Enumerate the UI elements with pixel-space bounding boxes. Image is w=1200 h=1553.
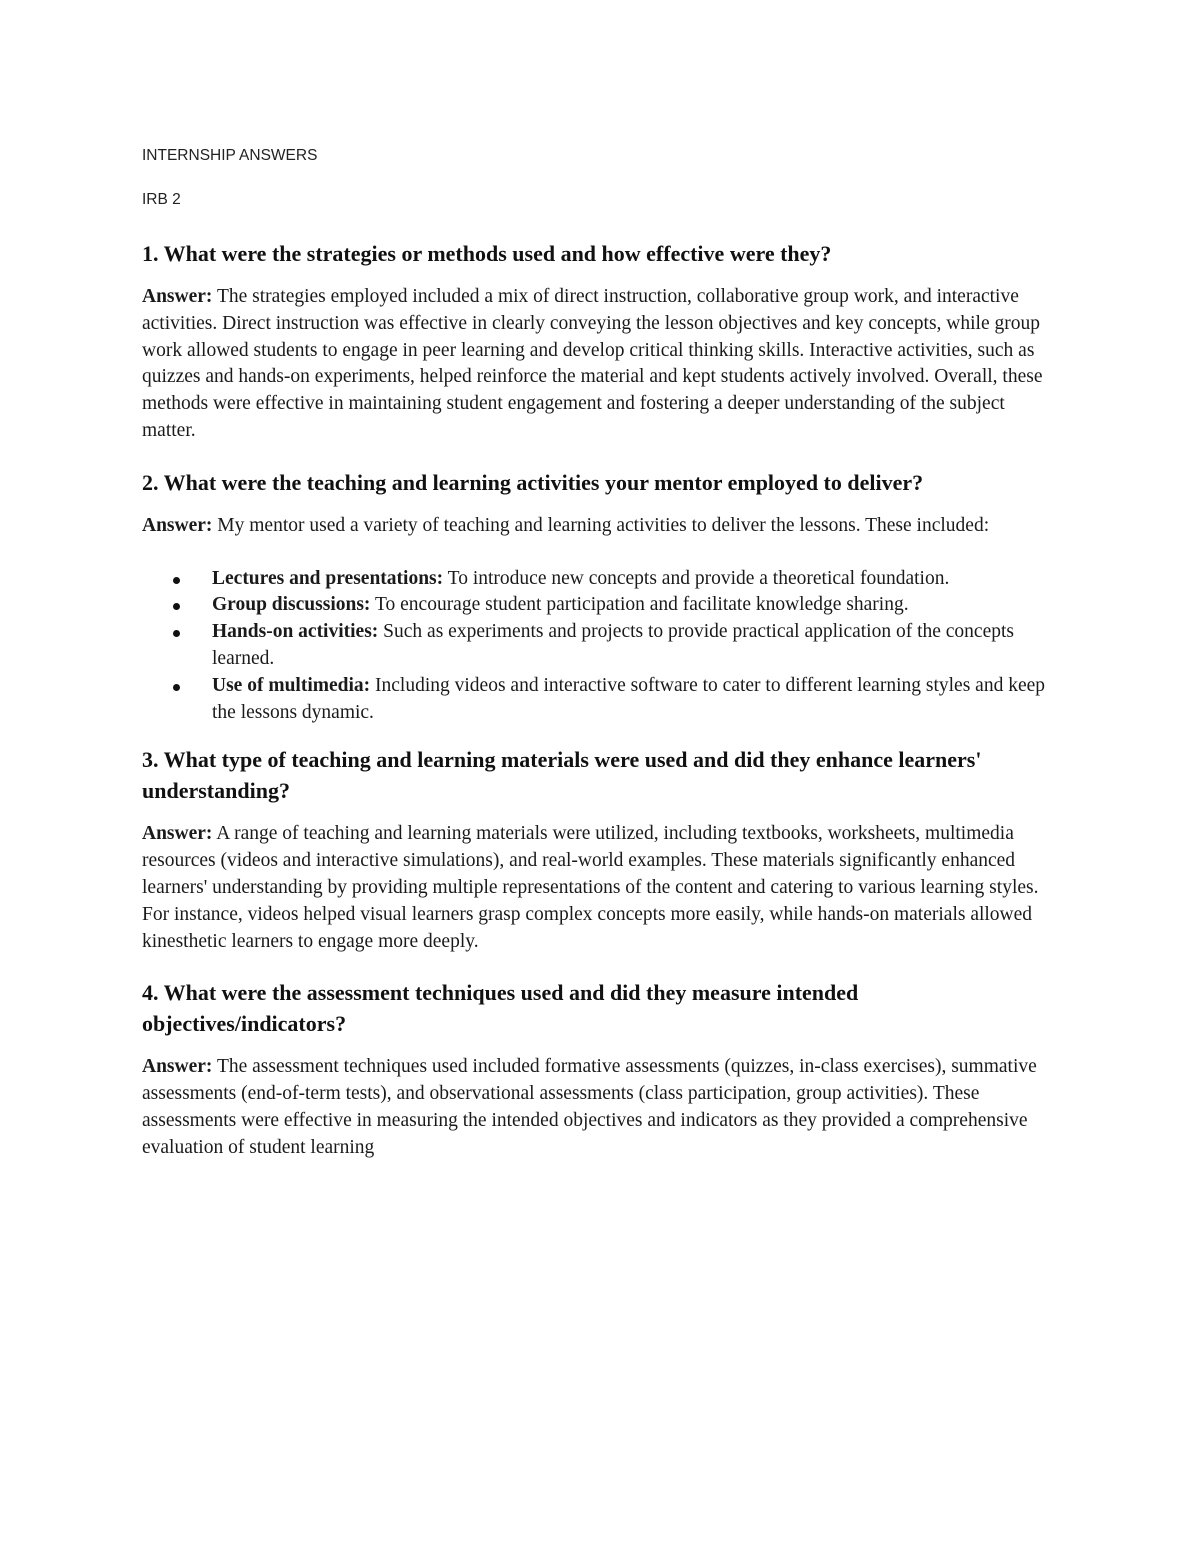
question-2: 2. What were the teaching and learning activities your mentor employed to deliver? xyxy=(142,469,924,495)
bullet-icon xyxy=(173,630,180,637)
answer-3 xyxy=(142,821,1062,955)
section-3 xyxy=(142,744,1062,955)
answer-1-text: The strategies employed included a mix of direct instruction, collaborative group work, and interactive activities. Direct instruction was effective in clearly conveying the lesson objectives and key concepts, while group work allowed students to engage in peer learning and develop critical thinking skills. Interactive activities, such as quizzes and hands-on experiments, helped reinforce the material and kept students actively involved. Overall, these methods were effective in maintaining student engagement and fostering a deeper understanding of the subject matter. xyxy=(142,286,1043,441)
answer-label: Answer: xyxy=(142,823,213,845)
document-title: INTERNSHIP ANSWERS xyxy=(142,147,318,164)
list-item-label: Group discussions: xyxy=(212,594,371,616)
section-4 xyxy=(142,977,1062,1161)
list-item-text: Such as experiments and projects to provide practical application of the concepts learned. xyxy=(212,621,1014,669)
section-1 xyxy=(142,238,1062,445)
list-item-text: To introduce new concepts and provide a theoretical foundation. xyxy=(447,567,950,589)
list-item xyxy=(142,619,1062,673)
document-subtitle: IRB 2 xyxy=(142,191,181,208)
answer-4-text: The assessment techniques used included formative assessments (quizzes, in-class exercises), summative assessments (end-of-term tests), and observational assessments (class participation, group activities). These assessments were effective in measuring the intended objectives and indicators as they provided a comprehensive evaluation of student learning xyxy=(142,1056,1037,1158)
answer-3-text: A range of teaching and learning materials were utilized, including textbooks, worksheets, multimedia resources (videos and interactive simulations), and real-world examples. These materials significantly enhanced learners' understanding by providing multiple representations of the content and catering to various learning styles. For instance, videos helped visual learners grasp complex concepts more easily, while hands-on materials allowed kinesthetic learners to engage more deeply. xyxy=(142,823,1039,952)
answer-2-text: My mentor used a variety of teaching and learning activities to deliver the lessons. These included: xyxy=(217,514,990,536)
bullet-icon xyxy=(173,577,180,584)
question-1: 1. What were the strategies or methods used and how effective were they? xyxy=(142,241,832,266)
answer-label: Answer: xyxy=(142,1056,213,1078)
activity-list xyxy=(142,566,1062,727)
document-page xyxy=(142,146,1062,1184)
list-item-text: Including videos and interactive software to cater to different learning styles and keep the lessons dynamic. xyxy=(212,674,1046,723)
answer-label: Answer: xyxy=(142,514,213,536)
bullet-icon xyxy=(173,603,180,610)
answer-label: Answer: xyxy=(142,286,213,307)
answer-2 xyxy=(142,513,1062,540)
list-item-label: Lectures and presentations: xyxy=(212,567,444,589)
question-3: 3. What type of teaching and learning materials were used and did they enhance learners' understanding? xyxy=(142,747,982,804)
answer-4 xyxy=(142,1054,1062,1161)
list-item xyxy=(142,673,1062,727)
list-item-label: Hands-on activities: xyxy=(212,621,379,643)
list-item xyxy=(142,592,1062,619)
question-4: 4. What were the assessment techniques used and did they measure intended objectives/indicators? xyxy=(142,980,859,1037)
answer-1 xyxy=(142,284,1062,445)
bullet-icon xyxy=(173,684,180,691)
list-item-text: To encourage student participation and facilitate knowledge sharing. xyxy=(374,594,909,616)
section-2 xyxy=(142,467,1062,727)
list-item xyxy=(142,566,1062,593)
list-item-label: Use of multimedia: xyxy=(212,674,371,696)
